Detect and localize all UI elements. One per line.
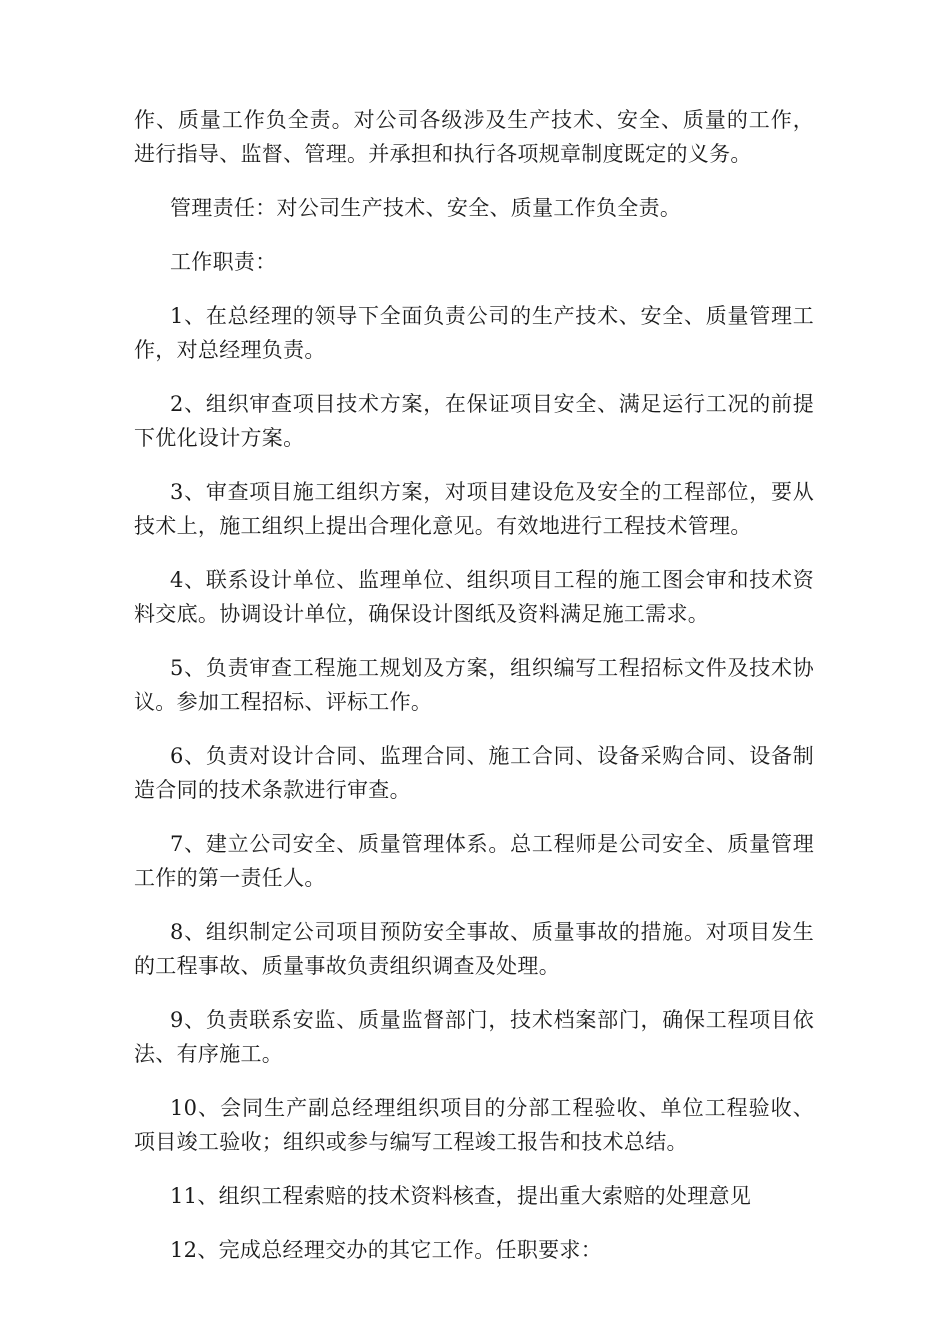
paragraph-duty-8: 8、组织制定公司项目预防安全事故、质量事故的措施。对项目发生的工程事故、质量事故负责组织调查及处理。 <box>134 920 814 978</box>
paragraph-duty-2: 2、组织审查项目技术方案，在保证项目安全、满足运行工况的前提下优化设计方案。 <box>134 392 814 450</box>
paragraph-continuation: 作、质量工作负全责。对公司各级涉及生产技术、安全、质量的工作，进行指导、监督、管理。并承担和执行各项规章制度既定的义务。 <box>134 108 814 166</box>
paragraph-duty-3: 3、审查项目施工组织方案，对项目建设危及安全的工程部位，要从技术上，施工组织上提出合理化意见。有效地进行工程技术管理。 <box>134 480 814 538</box>
paragraph-management-responsibility: 管理责任：对公司生产技术、安全、质量工作负全责。 <box>170 196 682 220</box>
paragraph-duty-12: 12、完成总经理交办的其它工作。任职要求： <box>170 1238 603 1262</box>
paragraph-duty-11: 11、组织工程索赔的技术资料核查，提出重大索赔的处理意见 <box>170 1184 752 1208</box>
paragraph-duty-9: 9、负责联系安监、质量监督部门，技术档案部门，确保工程项目依法、有序施工。 <box>134 1008 814 1066</box>
paragraph-duty-4: 4、联系设计单位、监理单位、组织项目工程的施工图会审和技术资料交底。协调设计单位，确保设计图纸及资料满足施工需求。 <box>134 568 814 626</box>
paragraph-duties-heading: 工作职责： <box>170 250 277 274</box>
document-body <box>134 103 814 1287</box>
paragraph-duty-10: 10、会同生产副总经理组织项目的分部工程验收、单位工程验收、项目竣工验收；组织或参与编写工程竣工报告和技术总结。 <box>134 1096 814 1154</box>
paragraph-duty-5: 5、负责审查工程施工规划及方案，组织编写工程招标文件及技术协议。参加工程招标、评标工作。 <box>134 656 814 714</box>
paragraph-duty-7: 7、建立公司安全、质量管理体系。总工程师是公司安全、质量管理工作的第一责任人。 <box>134 832 814 890</box>
paragraph-duty-6: 6、负责对设计合同、监理合同、施工合同、设备采购合同、设备制造合同的技术条款进行审查。 <box>134 744 814 802</box>
paragraph-duty-1: 1、在总经理的领导下全面负责公司的生产技术、安全、质量管理工作，对总经理负责。 <box>134 304 814 362</box>
